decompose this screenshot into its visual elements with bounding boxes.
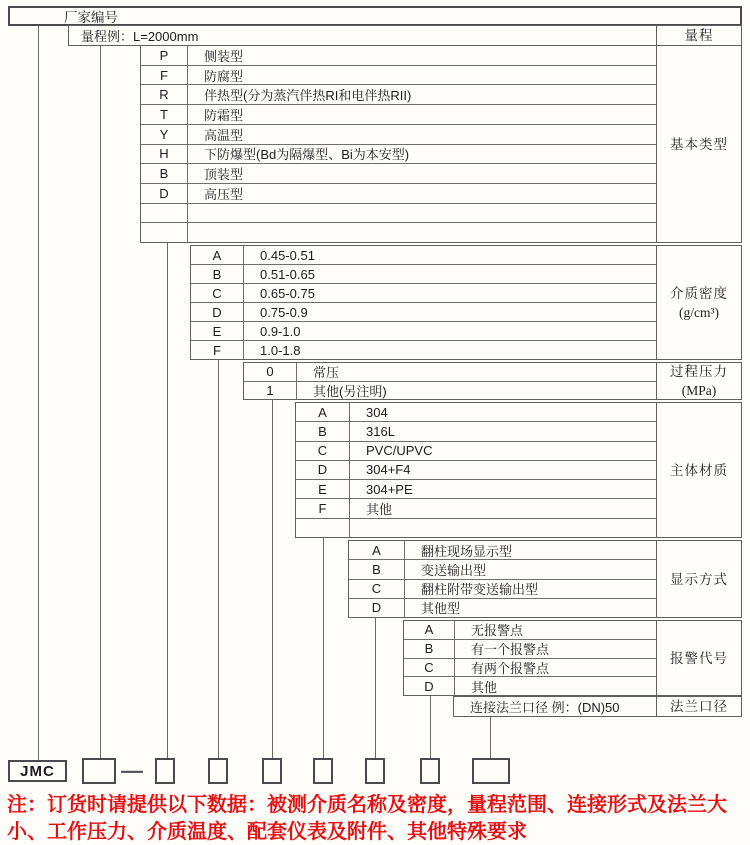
table-row [141, 66, 656, 86]
code-cell [296, 519, 350, 537]
connector-line [430, 696, 431, 758]
desc-cell: 翻柱附带变送输出型 [421, 582, 539, 598]
code-box-display [365, 758, 385, 784]
section-label: 过程压力 (MPa) [656, 363, 741, 399]
desc-cell: 变送输出型 [421, 562, 487, 578]
desc-cell: 高压型 [204, 186, 244, 202]
code-box-alarm [420, 758, 440, 784]
section-body-material [295, 402, 742, 538]
desc-cell: PVC/UPVC [366, 443, 433, 459]
section-label: 报警代号 [656, 621, 741, 695]
table-row [296, 403, 656, 422]
connector-line [375, 618, 376, 758]
section-label: 显示方式 [656, 541, 741, 617]
table-row [296, 422, 656, 441]
model-prefix-box: JMC [8, 760, 67, 782]
code-cell: D [404, 677, 455, 695]
desc-cell: 0.45-0.51 [260, 247, 315, 263]
ordering-note: 注：订货时请提供以下数据：被测介质名称及密度，量程范围、连接形式及法兰大小、工作压力、介质温度、配套仪表及附件、其他特殊要求 [7, 794, 727, 843]
code-box-pressure [262, 758, 282, 784]
table-row [191, 246, 656, 265]
table-row [69, 26, 656, 45]
section-medium-density [190, 245, 742, 360]
code-cell: Y [141, 125, 188, 144]
code-cell: A [296, 403, 350, 421]
table-row [296, 519, 656, 537]
desc-cell [188, 204, 656, 223]
code-cell: C [349, 580, 405, 598]
code-cell: B [191, 265, 244, 283]
table-row [141, 145, 656, 165]
code-cell: F [141, 66, 188, 85]
desc-cell [188, 223, 656, 242]
code-cell: A [349, 541, 405, 559]
code-cell: D [296, 461, 350, 479]
table-row [141, 204, 656, 224]
desc-cell: 0.51-0.65 [260, 266, 315, 282]
desc-cell: 304 [366, 404, 388, 420]
section-label: 法兰口径 [656, 697, 741, 716]
section-basic-type [140, 45, 742, 243]
table-row [349, 599, 656, 617]
table-row [296, 480, 656, 499]
code-cell: R [141, 85, 188, 104]
table-row [349, 541, 656, 560]
table-row [404, 621, 656, 640]
desc-cell: 防腐型 [204, 68, 244, 84]
code-cell: C [296, 442, 350, 460]
desc-cell: 316L [366, 423, 395, 439]
section-label: 基本类型 [656, 46, 741, 242]
code-cell: P [141, 46, 188, 65]
table-row [141, 105, 656, 125]
table-row [191, 341, 656, 359]
connector-line [323, 538, 324, 758]
desc-cell: 其他型 [421, 601, 461, 617]
desc-cell: 无报警点 [471, 623, 524, 639]
table-row [141, 223, 656, 242]
section-display-mode [348, 540, 742, 618]
code-cell [141, 204, 188, 223]
code-cell [141, 223, 188, 242]
table-row [454, 697, 656, 716]
desc-cell: 0.9-1.0 [260, 323, 301, 339]
connector-line [38, 25, 39, 762]
desc-cell: 顶装型 [204, 167, 244, 183]
desc-cell: 其他(另注明) [313, 383, 387, 399]
desc-cell: 下防爆型(Bd为隔爆型、Bi为本安型) [204, 147, 410, 163]
code-cell: B [296, 422, 350, 440]
table-row [141, 46, 656, 66]
desc-cell: 304+F4 [366, 462, 411, 478]
connector-line [100, 45, 101, 758]
section-alarm-code [403, 620, 742, 696]
code-box-range [82, 758, 116, 784]
desc-cell: 0.65-0.75 [260, 285, 315, 301]
code-cell: E [296, 480, 350, 498]
desc-cell: 有两个报警点 [471, 660, 550, 676]
desc-cell: 防霜型 [204, 107, 244, 123]
code-cell: A [404, 621, 455, 639]
section-label: 介质密度 (g/cm³) [656, 246, 741, 359]
desc-cell: 常压 [313, 365, 340, 381]
table-row [191, 284, 656, 303]
code-cell: T [141, 105, 188, 124]
code-box-flange [472, 758, 510, 784]
desc-cell: 侧装型 [204, 48, 244, 64]
table-row [296, 461, 656, 480]
table-row [141, 125, 656, 145]
code-cell: C [404, 659, 455, 677]
desc-cell: 其他 [471, 679, 498, 695]
table-row [141, 184, 656, 204]
desc-cell: 1.0-1.8 [260, 342, 301, 358]
section-label: 主体材质 [656, 403, 741, 537]
code-cell: E [191, 322, 244, 340]
code-box-basic-type [155, 758, 175, 784]
desc-cell: 连接法兰口径 例：(DN)50 [470, 700, 620, 715]
table-row [404, 659, 656, 678]
code-cell: C [191, 284, 244, 302]
code-cell: F [296, 499, 350, 517]
connector-line [490, 716, 491, 758]
factory-number-label: 厂家编号 [64, 10, 118, 25]
code-cell: 0 [244, 363, 297, 381]
code-cell: D [349, 599, 405, 617]
code-cell: 1 [244, 382, 297, 400]
table-row [296, 499, 656, 518]
connector-line [167, 243, 168, 758]
table-row [404, 640, 656, 659]
connector-line [272, 400, 273, 758]
table-row [349, 560, 656, 579]
section-label: 量程 [656, 26, 741, 45]
desc-cell: 量程例：L=2000mm [81, 29, 199, 44]
section-process-pressure [243, 362, 742, 400]
desc-cell: 304+PE [366, 481, 413, 497]
code-cell: F [191, 341, 244, 359]
desc-cell [350, 519, 656, 537]
table-row [191, 322, 656, 341]
code-cell: H [141, 145, 188, 164]
desc-cell: 其他 [366, 502, 393, 518]
code-separator: — [121, 758, 143, 783]
code-box-density [208, 758, 228, 784]
table-row [141, 85, 656, 105]
code-cell: A [191, 246, 244, 264]
table-row [244, 363, 656, 382]
code-cell: B [404, 640, 455, 658]
table-row [296, 442, 656, 461]
desc-cell: 0.75-0.9 [260, 304, 308, 320]
table-row [244, 382, 656, 400]
table-row [141, 164, 656, 184]
table-row [404, 677, 656, 695]
code-cell: B [141, 164, 188, 183]
desc-cell: 伴热型(分为蒸汽伴热RI和电伴热RII) [204, 88, 412, 104]
factory-number-box [8, 6, 742, 26]
section-flange-size [453, 696, 742, 717]
table-row [349, 580, 656, 599]
code-cell: D [191, 303, 244, 321]
table-row [191, 303, 656, 322]
desc-cell: 高温型 [204, 127, 244, 143]
table-row [191, 265, 656, 284]
code-cell: B [349, 560, 405, 578]
code-box-material [313, 758, 333, 784]
section-range [68, 25, 742, 46]
code-cell: D [141, 184, 188, 203]
desc-cell: 翻柱现场显示型 [421, 543, 513, 559]
connector-line [218, 360, 219, 758]
desc-cell: 有一个报警点 [471, 642, 550, 658]
